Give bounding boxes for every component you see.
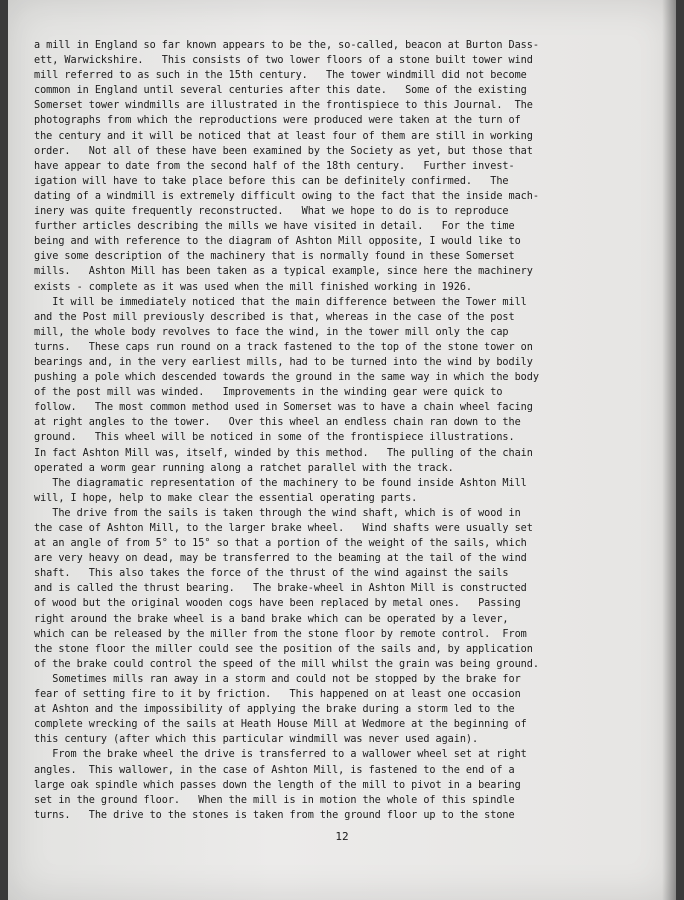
text-line: of the post mill was winded. Improvements in the winding gear were quick to (34, 387, 503, 399)
text-line: large oak spindle which passes down the length of the mill to pivot in a bearing (34, 779, 521, 791)
document-page (8, 0, 676, 900)
text-line: and the Post mill previously described is that, whereas in the case of the post (34, 311, 515, 323)
text-line: further articles describing the mills we have visited in detail. For the time (34, 221, 515, 233)
text-line: mill referred to as such in the 15th century. The tower windmill did not become (34, 70, 527, 82)
page-number: 12 (335, 830, 349, 843)
text-line: a mill in England so far known appears to be the, so-called, beacon at Burton Dass- (34, 40, 539, 51)
text-line: being and with reference to the diagram of Ashton Mill opposite, I would like to (34, 236, 521, 248)
text-line: at Ashton and the impossibility of applying the brake during a storm led to the (34, 704, 515, 716)
text-line: this century (after which this particular windmill was never used again). (34, 734, 479, 746)
text-line: have appear to date from the second half of the 18th century. Further invest- (34, 160, 515, 172)
text-line: photographs from which the reproductions were produced were taken at the turn of (34, 115, 521, 127)
text-line: at right angles to the tower. Over this wheel an endless chain ran down to the (34, 417, 521, 429)
text-line: From the brake wheel the drive is transferred to a wallower wheel set at right (34, 749, 527, 761)
body-text (34, 38, 654, 823)
text-line: turns. These caps run round on a track fastened to the top of the stone tower on (34, 341, 533, 353)
text-line: are very heavy on dead, may be transferred to the beaming at the tail of the wind (34, 553, 527, 565)
text-line: will, I hope, help to make clear the essential operating parts. (34, 492, 418, 504)
text-line: ett, Warwickshire. This consists of two lower floors of a stone built tower wind (34, 55, 533, 67)
text-line: bearings and, in the very earliest mills, had to be turned into the wind by bodily (34, 356, 533, 368)
text-line: Sometimes mills ran away in a storm and could not be stopped by the brake for (34, 673, 521, 685)
text-line: operated a worm gear running along a ratchet parallel with the track. (34, 462, 454, 474)
text-line: angles. This wallower, in the case of Ashton Mill, is fastened to the end of a (34, 764, 515, 776)
text-line: of wood but the original wooden cogs have been replaced by metal ones. Passing (34, 598, 521, 610)
text-line: ground. This wheel will be noticed in some of the frontispiece illustrations. (34, 432, 515, 444)
text-line: and is called the thrust bearing. The brake-wheel in Ashton Mill is constructed (34, 583, 527, 595)
text-line: give some description of the machinery that is normally found in these Somerset (34, 251, 515, 263)
text-line: the century and it will be noticed that at least four of them are still in working (34, 130, 533, 142)
text-line: turns. The drive to the stones is taken from the ground floor up to the stone (34, 809, 515, 821)
text-line: In fact Ashton Mill was, itself, winded by this method. The pulling of the chain (34, 447, 533, 459)
text-line: Somerset tower windmills are illustrated in the frontispiece to this Journal. The (34, 100, 533, 112)
text-line: at an angle of from 5° to 15° so that a portion of the weight of the sails, which (34, 538, 527, 550)
text-line: of the brake could control the speed of the mill whilst the grain was being ground. (34, 658, 539, 670)
text-line: The drive from the sails is taken through the wind shaft, which is of wood in (34, 507, 521, 519)
text-line: the stone floor the miller could see the position of the sails and, by application (34, 643, 533, 655)
text-line: shaft. This also takes the force of the thrust of the wind against the sails (34, 568, 509, 580)
text-line: pushing a pole which descended towards the ground in the same way in which the body (34, 372, 539, 384)
text-line: set in the ground floor. When the mill is in motion the whole of this spindle (34, 794, 515, 806)
text-line: dating of a windmill is extremely difficult owing to the fact that the inside mach- (34, 190, 539, 202)
text-line: mills. Ashton Mill has been taken as a typical example, since here the machinery (34, 266, 533, 278)
text-line: complete wrecking of the sails at Heath House Mill at Wedmore at the beginning of (34, 719, 527, 731)
page-edge-shadow (662, 0, 676, 900)
text-line: The diagramatic representation of the machinery to be found inside Ashton Mill (34, 477, 527, 489)
text-line: the case of Ashton Mill, to the larger brake wheel. Wind shafts were usually set (34, 523, 533, 534)
text-line: order. Not all of these have been examined by the Society as yet, but those that (34, 145, 533, 157)
text-line: exists - complete as it was used when the mill finished working in 1926. (34, 281, 473, 293)
text-line: fear of setting fire to it by friction. This happened on at least one occasion (34, 689, 521, 701)
text-line: It will be immediately noticed that the main difference between the Tower mill (34, 296, 527, 308)
text-line: inery was quite frequently reconstructed. What we hope to do is to reproduce (34, 206, 509, 218)
text-line: common in England until several centuries after this date. Some of the existing (34, 85, 527, 97)
text-line: which can be released by the miller from the stone floor by remote control. From (34, 628, 527, 640)
text-line: igation will have to take place before this can be definitely confirmed. The (34, 175, 509, 187)
text-line: right around the brake wheel is a band brake which can be operated by a lever, (34, 613, 509, 625)
text-line: mill, the whole body revolves to face the wind, in the tower mill only the cap (34, 326, 509, 338)
text-line: follow. The most common method used in Somerset was to have a chain wheel facing (34, 402, 533, 414)
